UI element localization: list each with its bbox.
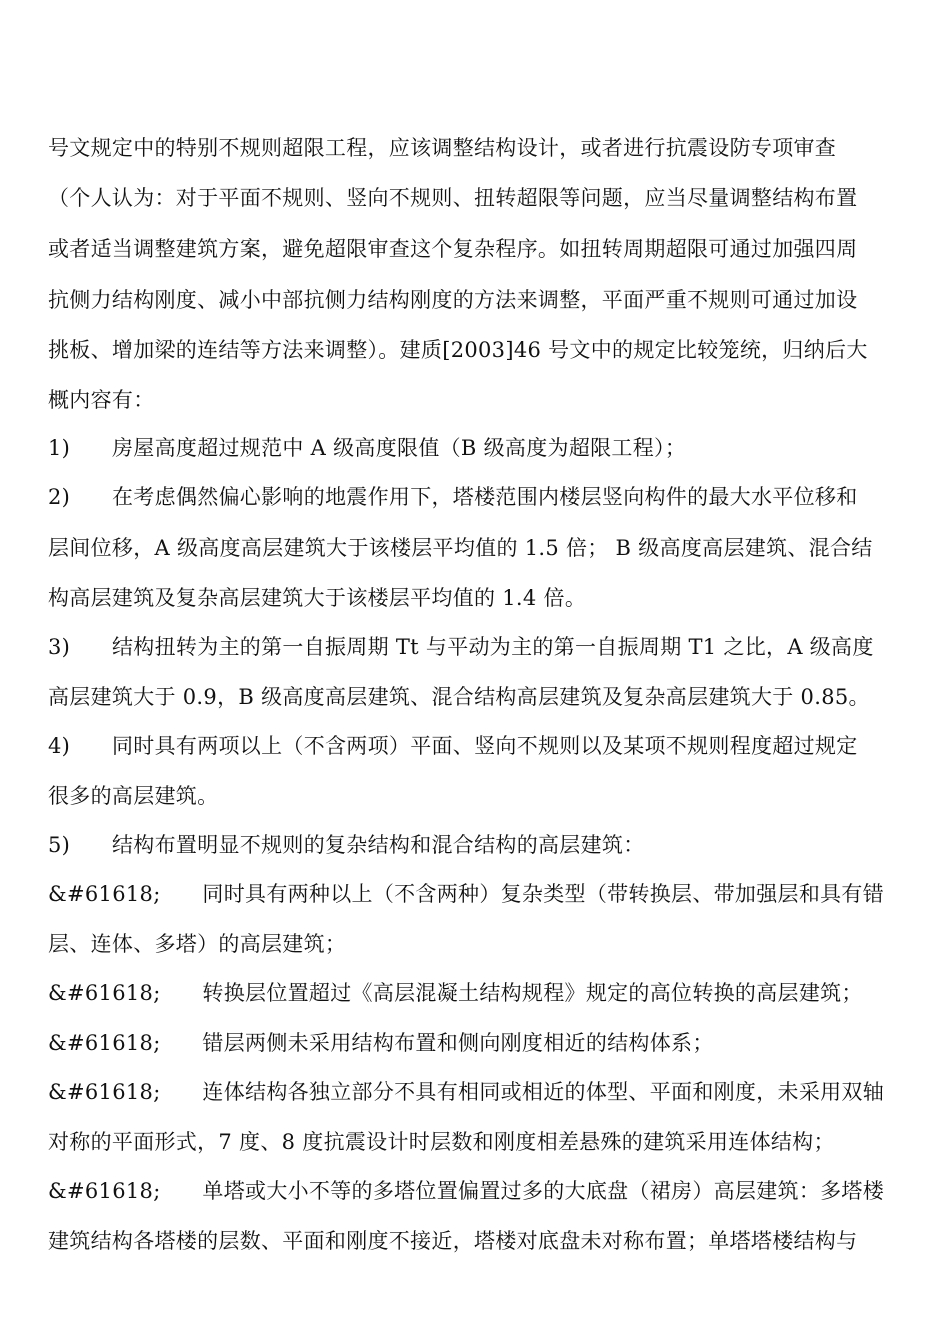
list-item-3: 3) 结构扭转为主的第一自振周期 Tt 与平动为主的第一自振周期 T1 之比，A 级高度 [48, 635, 874, 659]
text-line: 挑板、增加梁的连结等方法来调整）。建质[2003]46 号文中的规定比较笼统，归纳后大 [48, 338, 868, 362]
sub-item-5: &#61618; 单塔或大小不等的多塔位置偏置过多的大底盘（裙房）高层建筑：多塔楼 [48, 1179, 885, 1203]
text-line: 层间位移，A 级高度高层建筑大于该楼层平均值的 1.5 倍； B 级高度高层建筑、混合结 [48, 536, 873, 560]
text-line: 或者适当调整建筑方案，避免超限审查这个复杂程序。如扭转周期超限可通过加强四周 [48, 237, 858, 261]
text-line: 对称的平面形式，7 度、8 度抗震设计时层数和刚度相差悬殊的建筑采用连体结构； [48, 1130, 835, 1154]
text-line: 号文规定中的特别不规则超限工程，应该调整结构设计，或者进行抗震设防专项审查 [48, 136, 837, 160]
sub-item-4: &#61618; 连体结构各独立部分不具有相同或相近的体型、平面和刚度，未采用双轴 [48, 1080, 885, 1104]
text-line: 构高层建筑及复杂高层建筑大于该楼层平均值的 1.4 倍。 [48, 586, 587, 610]
text-line: 建筑结构各塔楼的层数、平面和刚度不接近，塔楼对底盘未对称布置；单塔塔楼结构与 [48, 1229, 858, 1253]
text-line: 抗侧力结构刚度、减小中部抗侧力结构刚度的方法来调整，平面严重不规则可通过加设 [48, 288, 858, 312]
text-line: （个人认为：对于平面不规则、竖向不规则、扭转超限等问题，应当尽量调整结构布置 [48, 186, 858, 210]
text-line: 很多的高层建筑。 [48, 784, 219, 808]
text-line: 高层建筑大于 0.9，B 级高度高层建筑、混合结构高层建筑及复杂高层建筑大于 0.85。 [48, 685, 870, 709]
text-line: 概内容有： [48, 388, 155, 412]
text-line: 层、连体、多塔）的高层建筑； [48, 932, 347, 956]
list-item-2: 2) 在考虑偶然偏心影响的地震作用下，塔楼范围内楼层竖向构件的最大水平位移和 [48, 485, 858, 509]
sub-item-3: &#61618; 错层两侧未采用结构布置和侧向刚度相近的结构体系； [48, 1031, 714, 1055]
list-item-4: 4) 同时具有两项以上（不含两项）平面、竖向不规则以及某项不规则程度超过规定 [48, 734, 858, 758]
list-item-5: 5) 结构布置明显不规则的复杂结构和混合结构的高层建筑： [48, 833, 645, 857]
sub-item-2: &#61618; 转换层位置超过《高层混凝土结构规程》规定的高位转换的高层建筑； [48, 981, 863, 1005]
sub-item-1: &#61618; 同时具有两种以上（不含两种）复杂类型（带转换层、带加强层和具有错 [48, 882, 885, 906]
list-item-1: 1) 房屋高度超过规范中 A 级高度限值（B 级高度为超限工程）； [48, 436, 687, 460]
